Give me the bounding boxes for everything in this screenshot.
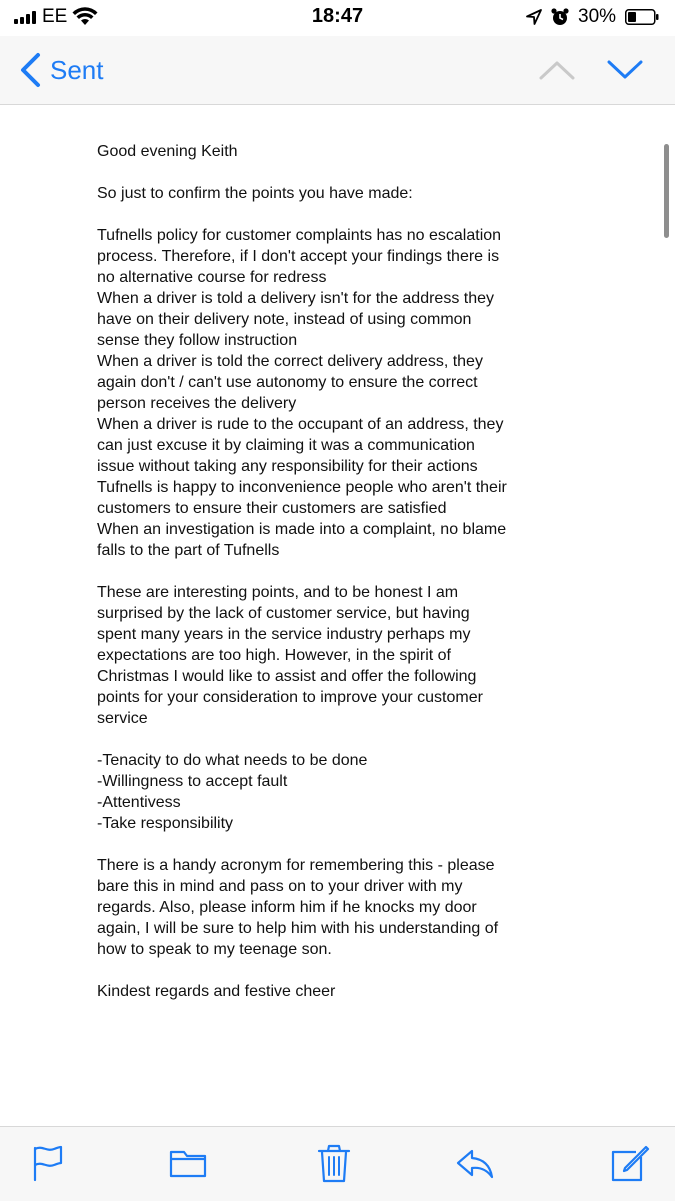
point-5: Tufnells is happy to inconvenience people who aren't their customers to ensure their customers are satisfied [97, 479, 507, 517]
back-button[interactable] [18, 50, 104, 90]
location-icon [525, 8, 543, 26]
reply-icon[interactable] [454, 1143, 494, 1183]
carrier-label: EE [42, 6, 68, 27]
message-body [97, 141, 507, 1002]
compose-icon[interactable] [610, 1143, 650, 1183]
list-item-4: -Take responsibility [97, 815, 234, 832]
battery-percent: 30% [578, 6, 617, 27]
battery-icon [625, 9, 659, 25]
point-2: When a driver is told a delivery isn't for the address they have on their delivery note, instead of using common sense they follow instruction [97, 290, 495, 349]
clock: 18:47 [311, 5, 364, 27]
status-bar [0, 0, 675, 36]
point-6: When an investigation is made into a complaint, no blame falls to the part of Tufnells [97, 521, 507, 559]
list-item-3: -Attentivess [97, 794, 181, 811]
alarm-icon [550, 7, 570, 27]
nav-bar [0, 36, 675, 105]
chevron-up-icon[interactable] [538, 56, 576, 84]
intro-line: So just to confirm the points you have made: [97, 185, 413, 202]
folder-icon[interactable] [168, 1143, 208, 1183]
scrollbar[interactable] [664, 144, 669, 238]
point-4: When a driver is rude to the occupant of an address, they can just excuse it by claiming it was a communication issue without taking any responsibility for their actions [97, 416, 504, 475]
greeting: Good evening Keith [97, 143, 238, 160]
paragraph-2: These are interesting points, and to be honest I am surprised by the lack of customer service, but having spent many years in the service industry perhaps my expectations are too high. However, in the spirit of Christmas I would like to assist and offer the following points for your consideration to improve your customer service [97, 584, 483, 727]
bottom-toolbar [0, 1126, 675, 1201]
chevron-left-icon [18, 52, 42, 88]
signoff: Kindest regards and festive cheer [97, 983, 336, 1000]
flag-icon[interactable] [28, 1143, 68, 1183]
chevron-down-icon[interactable] [606, 56, 644, 84]
list-item-1: -Tenacity to do what needs to be done [97, 752, 368, 769]
list-item-2: -Willingness to accept fault [97, 773, 288, 790]
point-3: When a driver is told the correct delivery address, they again don't / can't use autonomy to ensure the correct person receives the delivery [97, 353, 483, 412]
point-1: Tufnells policy for customer complaints has no escalation process. Therefore, if I don't accept your findings there is no alternative course for redress [97, 227, 502, 286]
paragraph-3: There is a handy acronym for remembering this - please bare this in mind and pass on to your driver with my regards. Also, please inform him if he knocks my door again, I will be sure to help him with his understanding of how to speak to my teenage son. [97, 857, 499, 958]
trash-icon[interactable] [314, 1143, 354, 1183]
back-label: Sent [50, 54, 104, 85]
